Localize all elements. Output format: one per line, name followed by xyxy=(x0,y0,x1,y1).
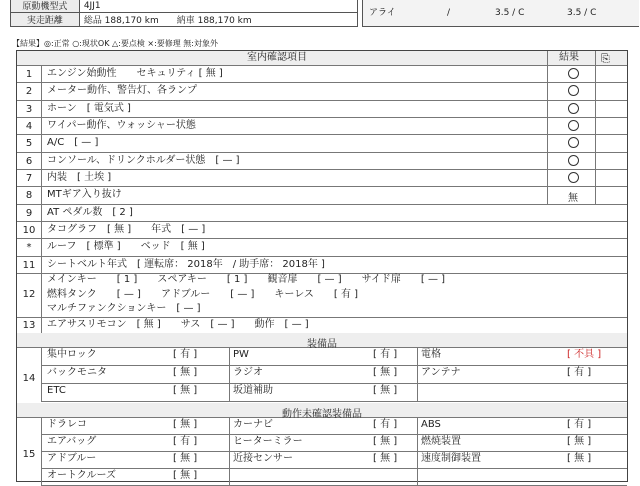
engine-value: 4JJ1 xyxy=(79,0,357,13)
table-row xyxy=(17,238,627,256)
column-divider xyxy=(417,347,418,365)
table-row xyxy=(41,434,627,452)
result-header: 結果 xyxy=(559,52,579,63)
equipment-label: 電格 xyxy=(421,349,441,360)
equipment-label: アドブルー xyxy=(47,453,97,464)
row-number: * xyxy=(26,242,32,254)
equipment-value: [ 無 ] xyxy=(173,453,198,464)
row-text: ルーフ [ 標準 ] ベッド [ 無 ] xyxy=(47,241,205,253)
row-text: コンソール、ドリンクホルダー状態 [ — ] xyxy=(47,154,240,166)
inspection-table xyxy=(16,50,628,482)
row-text: エンジン始動性 セキュリティ [ 無 ] xyxy=(47,68,223,79)
column-divider xyxy=(417,383,418,401)
copy-icon[interactable]: ⎘ xyxy=(601,52,610,65)
column-divider xyxy=(229,347,230,365)
row-result xyxy=(551,68,595,82)
equipment-value: [ 無 ] xyxy=(373,436,398,447)
equipment-label: バックモニタ xyxy=(47,367,107,378)
row-text: メーター動作、警告灯、各ランプ xyxy=(47,85,197,97)
column-divider xyxy=(229,365,230,383)
table-title: 室内確認項目 xyxy=(247,52,307,63)
column-divider xyxy=(417,434,418,451)
column-divider xyxy=(417,468,418,485)
column-divider xyxy=(229,434,230,451)
number-divider xyxy=(41,169,42,186)
table-row xyxy=(41,365,627,384)
equipment-label: ヒーターミラー xyxy=(233,436,303,447)
row-result xyxy=(551,172,595,186)
equipment-value: [ 有 ] xyxy=(373,419,398,430)
result-divider xyxy=(547,186,548,203)
number-divider xyxy=(41,317,42,333)
result-divider xyxy=(547,82,548,99)
equipment-value: [ 無 ] xyxy=(173,367,198,378)
equipment-number: 14 xyxy=(22,373,36,384)
row-result xyxy=(551,137,595,151)
row-number: 10 xyxy=(22,224,36,236)
row-result xyxy=(551,155,595,169)
column-divider xyxy=(417,451,418,468)
equipment-value: [ 有 ] xyxy=(173,349,198,360)
result-divider xyxy=(547,100,548,117)
row-result xyxy=(551,120,595,134)
row-number: 4 xyxy=(25,120,33,132)
vehicle-header xyxy=(10,0,358,26)
row-text: AT ペダル数 [ 2 ] xyxy=(47,206,133,218)
table-row xyxy=(41,383,627,402)
row-text: ワイパー動作、ウォッシャー状態 xyxy=(47,119,196,131)
equipment-label: 近接センサー xyxy=(233,453,293,464)
equipment-value: [ 有 ] xyxy=(173,436,198,447)
table-row xyxy=(17,100,627,118)
number-divider xyxy=(41,82,42,99)
result-divider xyxy=(547,169,548,186)
number-divider xyxy=(41,221,42,238)
number-divider xyxy=(41,152,42,169)
equipment-value: [ 不具 ] xyxy=(567,349,602,360)
table-row xyxy=(17,152,627,170)
row-number: 12 xyxy=(22,289,36,300)
number-divider xyxy=(41,204,42,221)
equipment-value: [ 無 ] xyxy=(173,385,198,396)
row-number: 11 xyxy=(22,259,36,271)
equipment-value: [ 有 ] xyxy=(567,367,592,378)
equipment-label: 集中ロック xyxy=(47,349,97,360)
equipment-value: [ 無 ] xyxy=(373,385,398,396)
keys-line: メインキー [ 1 ] スペアキー [ 1 ] 観音扉 [ — ] サイド扉 [ — ] xyxy=(47,274,446,285)
result-divider xyxy=(547,134,548,151)
vehicle-header-table xyxy=(10,0,358,27)
row-result: 無 xyxy=(568,193,578,205)
table-row xyxy=(17,65,627,83)
number-divider xyxy=(41,65,42,82)
number-divider xyxy=(41,117,42,134)
table-row xyxy=(17,117,627,135)
table-row xyxy=(17,256,627,274)
result-divider xyxy=(547,152,548,169)
equipment-label: 燃焼装置 xyxy=(421,436,461,447)
result-divider xyxy=(595,117,596,134)
row-number: 7 xyxy=(25,172,33,184)
header-divider xyxy=(547,51,548,65)
row-number: 13 xyxy=(22,320,36,331)
equipment-label: PW xyxy=(233,349,249,360)
column-divider xyxy=(229,451,230,468)
ok-circle-icon xyxy=(568,137,579,148)
result-divider xyxy=(595,100,596,117)
number-divider xyxy=(41,273,42,317)
equipment-label: ABS xyxy=(421,419,441,430)
equipment-label: オートクルーズ xyxy=(47,470,116,481)
result-divider xyxy=(595,152,596,169)
equipment-value: [ 無 ] xyxy=(373,453,398,464)
unconfirmed-section-header xyxy=(17,403,627,418)
ok-circle-icon xyxy=(568,120,579,131)
multifunction-line: マルチファンクションキー [ — ] xyxy=(47,303,201,314)
equipment-label: カーナビ xyxy=(233,419,273,430)
alignment-value-2: 3.5 / C xyxy=(495,8,525,18)
number-divider xyxy=(41,347,42,401)
number-divider xyxy=(41,417,42,485)
table-header-row xyxy=(17,51,627,66)
row-number: 2 xyxy=(25,86,33,98)
number-divider xyxy=(41,186,42,203)
alignment-value-3: 3.5 / C xyxy=(567,8,597,18)
fuel-line: 燃料タンク [ — ] アドブルー [ — ] キーレス [ 有 ] xyxy=(47,289,359,300)
result-divider xyxy=(595,65,596,82)
unconfirmed-title: 動作未確認装備品 xyxy=(282,409,362,420)
equipment-label: ドラレコ xyxy=(47,419,87,430)
result-divider xyxy=(595,82,596,99)
column-divider xyxy=(229,417,230,434)
row-result xyxy=(551,103,595,117)
ok-circle-icon xyxy=(568,85,579,96)
row-text: 内装 [ 土埃 ] xyxy=(47,171,112,183)
alignment-label: アライ xyxy=(369,8,396,18)
equipment-label: 坂道補助 xyxy=(233,385,273,396)
row-text: ホーン [ 電気式 ] xyxy=(47,102,131,114)
equipment-value: [ 無 ] xyxy=(173,419,198,430)
row-number: 1 xyxy=(25,69,33,80)
mileage-label: 実走距離 xyxy=(11,13,80,27)
result-divider xyxy=(547,117,548,134)
equipment-section-header xyxy=(17,333,627,348)
header-divider xyxy=(595,51,596,65)
row-text: エアサスリモコン [ 無 ] サス [ — ] 動作 [ — ] xyxy=(47,319,309,330)
equipment-label: 速度制御装置 xyxy=(421,453,481,464)
ok-circle-icon xyxy=(568,68,579,79)
ok-circle-icon xyxy=(568,103,579,114)
unconfirmed-number: 15 xyxy=(22,449,36,460)
table-row xyxy=(17,221,627,239)
equipment-value: [ 有 ] xyxy=(373,349,398,360)
table-row xyxy=(17,204,627,222)
equipment-label: エアバッグ xyxy=(47,436,97,447)
table-row xyxy=(17,134,627,152)
alignment-value-1: / xyxy=(447,8,451,18)
column-divider xyxy=(229,468,230,485)
result-divider xyxy=(595,169,596,186)
result-divider xyxy=(595,186,596,203)
engine-label: 原動機型式 xyxy=(11,0,80,13)
mileage-value: 総品 188,170 km 納車 188,170 km xyxy=(79,13,357,27)
number-divider xyxy=(41,100,42,117)
ok-circle-icon xyxy=(568,155,579,166)
row-number: 9 xyxy=(25,207,33,219)
table-row xyxy=(17,186,627,204)
equipment-label: ETC xyxy=(47,385,66,396)
row-text: タコグラフ [ 無 ] 年式 [ — ] xyxy=(47,223,206,235)
equipment-title: 装備品 xyxy=(307,339,337,350)
table-row xyxy=(41,451,627,469)
row-number: 8 xyxy=(25,190,33,202)
result-legend: 【結果】◎:正常 ○:現状OK △:要点検 ×:要修理 無:対象外 xyxy=(12,39,219,48)
table-row xyxy=(41,417,627,435)
equipment-value: [ 無 ] xyxy=(373,367,398,378)
equipment-value: [ 無 ] xyxy=(567,453,592,464)
equipment-value: [ 有 ] xyxy=(567,419,592,430)
ok-circle-icon xyxy=(568,172,579,183)
equipment-value: [ 無 ] xyxy=(567,436,592,447)
result-divider xyxy=(547,65,548,82)
equipment-label: アンテナ xyxy=(421,367,461,378)
table-row-13 xyxy=(17,317,627,334)
row-number: 6 xyxy=(25,155,33,167)
equipment-label: ラジオ xyxy=(233,367,263,378)
row-text: シートベルト年式 [ 運転席： 2018年 / 助手席： 2018年 ] xyxy=(47,258,325,270)
number-divider xyxy=(41,256,42,273)
row-result xyxy=(551,85,595,99)
column-divider xyxy=(229,383,230,401)
equipment-value: [ 無 ] xyxy=(173,470,198,481)
row-text: MTギア入り抜け xyxy=(47,189,122,201)
table-row-12 xyxy=(17,273,627,318)
result-divider xyxy=(595,134,596,151)
table-row xyxy=(41,468,627,486)
table-row xyxy=(41,347,627,366)
column-divider xyxy=(417,417,418,434)
table-row xyxy=(17,169,627,187)
column-divider xyxy=(417,365,418,383)
row-number: 5 xyxy=(25,138,33,150)
table-row xyxy=(17,82,627,100)
row-text: A/C [ — ] xyxy=(47,137,99,149)
number-divider xyxy=(41,238,42,255)
alignment-box xyxy=(362,0,639,27)
number-divider xyxy=(41,134,42,151)
row-number: 3 xyxy=(25,103,33,115)
